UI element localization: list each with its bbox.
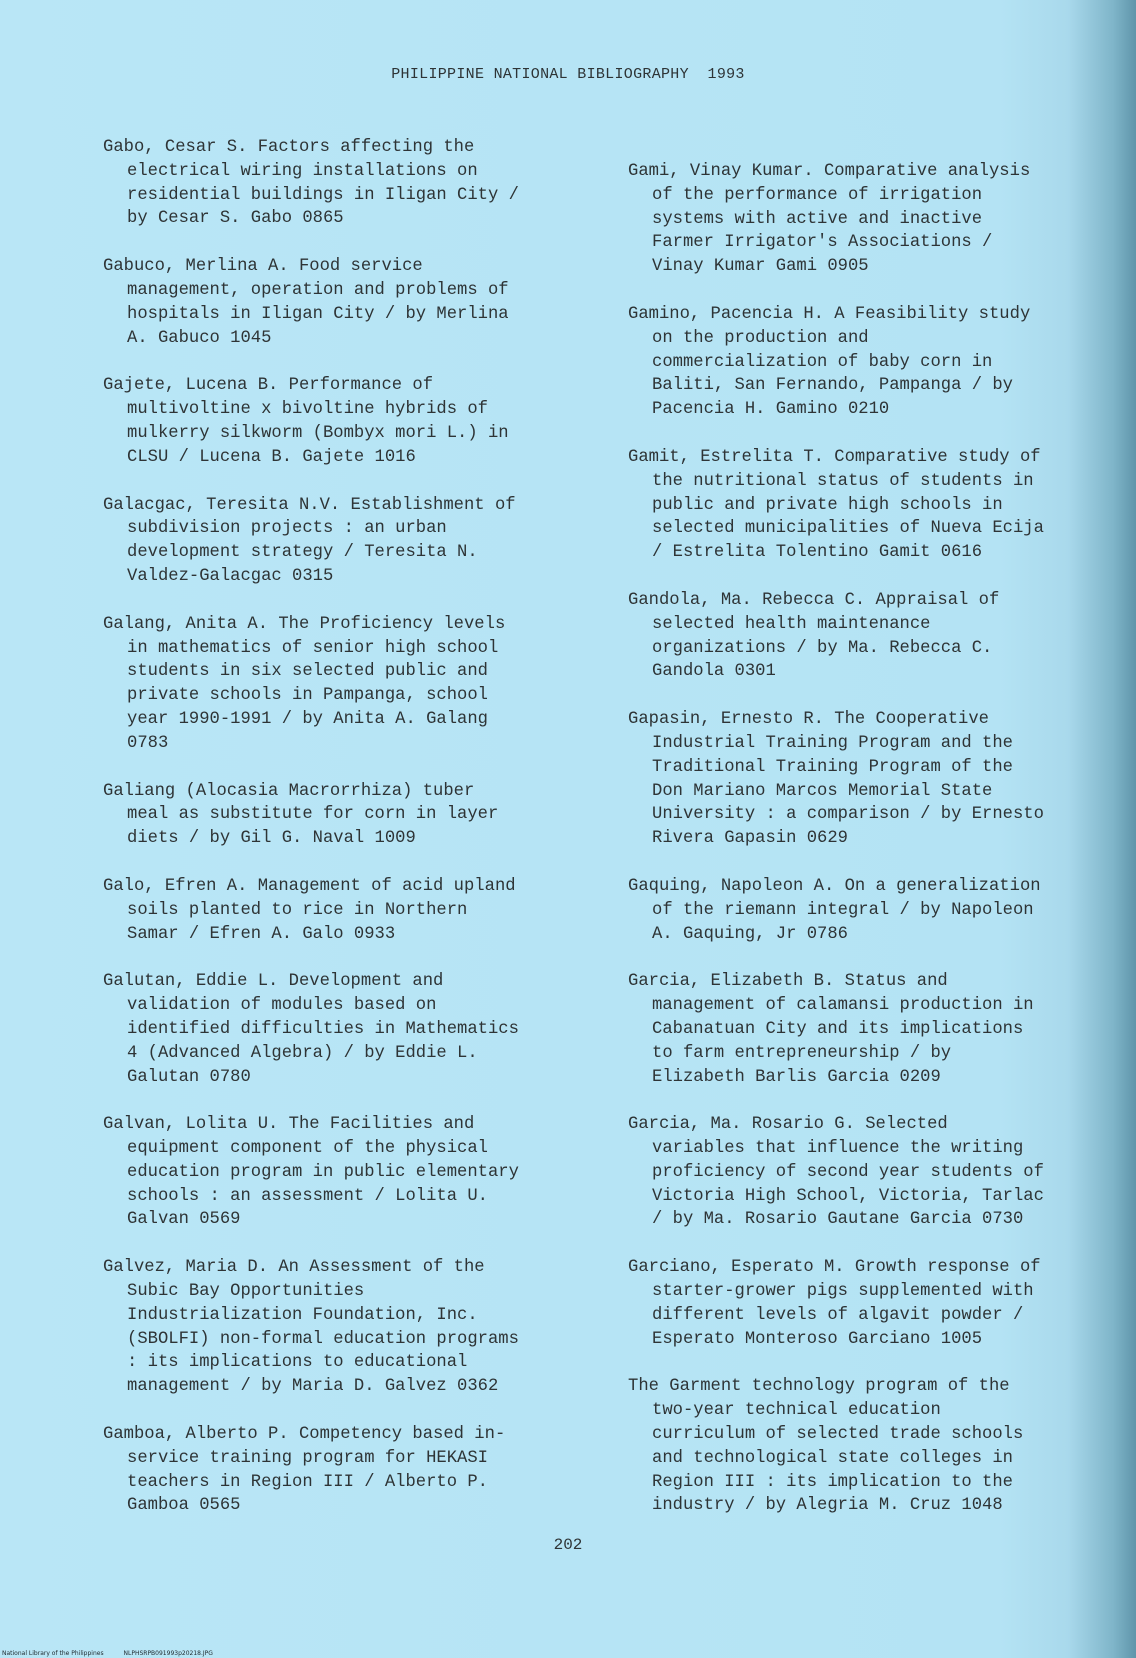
page-header bbox=[0, 66, 1136, 83]
bibliography-entry: Galvan, Lolita U. The Facilities and equipment component of the physical education program in public elementary schools : an assessment / Lolita U. Galvan 0569 bbox=[103, 1115, 519, 1230]
bibliography-entry: Gamit, Estrelita T. Comparative study of the nutritional status of students in public and private high schools in selected municipalities of Nueva Ecija / Estrelita Tolentino Gamit 0616 bbox=[628, 447, 1044, 563]
left-column bbox=[103, 136, 593, 1542]
bibliography-entry: Garcia, Ma. Rosario G. Selected variables that influence the writing proficiency of second year students of Victoria High School, Victoria, Tarlac / by Ma. Rosario Gautane Garcia 0730 bbox=[628, 1115, 1044, 1230]
header-title: PHILIPPINE NATIONAL BIBLIOGRAPHY bbox=[391, 66, 689, 83]
page-number: 202 bbox=[553, 1536, 583, 1554]
right-column bbox=[628, 160, 1118, 1542]
bibliography-entry: Gami, Vinay Kumar. Comparative analysis of the performance of irrigation systems with active and inactive Farmer Irrigator's Associations / Vinay Kumar Gami 0905 bbox=[628, 162, 1031, 277]
footer-library: National Library of the Philippines bbox=[2, 1650, 104, 1657]
header-year: 1993 bbox=[707, 66, 745, 83]
bibliography-entry: Garcia, Elizabeth B. Status and management of calamansi production in Cabanatuan City and its implications to farm entrepreneurship / by Elizabeth Barlis Garcia 0209 bbox=[628, 972, 1034, 1087]
bibliography-entry: Gabuco, Merlina A. Food service management, operation and problems of hospitals in Iligan City / by Merlina A. Gabuco 1045 bbox=[103, 257, 509, 348]
bibliography-entry: Gapasin, Ernesto R. The Cooperative Industrial Training Program and the Traditional Training Program of the Don Mariano Marcos Memorial State University : a comparison / by Ernesto Rivera Gapasin 0629 bbox=[628, 710, 1044, 849]
bibliography-entry: Gaquing, Napoleon A. On a generalization of the riemann integral / by Napoleon A. Gaquing, Jr 0786 bbox=[628, 876, 1041, 944]
bibliography-entry: Galacgac, Teresita N.V. Establishment of subdivision projects : an urban development strategy / Teresita N. Valdez-Galacgac 0315 bbox=[103, 495, 516, 586]
bibliography-entry: Gamboa, Alberto P. Competency based in- service training program for HEKASI teachers in Region III / Alberto P. Gamboa 0565 bbox=[103, 1425, 506, 1516]
bibliography-entry: Galang, Anita A. The Proficiency levels in mathematics of senior high school students in six selected public and private schools in Pampanga, school year 1990-1991 / by Anita A. Galang 0783 bbox=[103, 614, 506, 753]
bibliography-entry: The Garment technology program of the two-year technical education curriculum of selected trade schools and technological state colleges in Region III : its implication to the industry / by Alegria M. Cruz 1048 bbox=[628, 1377, 1024, 1516]
scan-footer bbox=[2, 1650, 231, 1657]
bibliography-entry: Galiang (Alocasia Macrorrhiza) tuber meal as substitute for corn in layer diets / by Gil G. Naval 1009 bbox=[103, 781, 499, 849]
bibliography-entry: Galutan, Eddie L. Development and validation of modules based on identified difficulties in Mathematics 4 (Advanced Algebra) / by Eddie L. Galutan 0780 bbox=[103, 972, 519, 1087]
bibliography-entry: Galo, Efren A. Management of acid upland soils planted to rice in Northern Samar / Efren A. Galo 0933 bbox=[103, 876, 516, 944]
footer-file: NLPHSRPB091993p20218.JPG bbox=[123, 1650, 213, 1657]
bibliography-entry: Garciano, Esperato M. Growth response of starter-grower pigs supplemented with different levels of algavit powder / Esperato Monteroso Garciano 1005 bbox=[628, 1258, 1041, 1349]
bibliography-entry: Galvez, Maria D. An Assessment of the Subic Bay Opportunities Industrialization Foundation, Inc. (SBOLFI) non-formal education programs : its implications to educational management / by Maria D. Galvez 0362 bbox=[103, 1258, 519, 1397]
bibliography-entry: Gajete, Lucena B. Performance of multivoltine x bivoltine hybrids of mulkerry silkworm (Bombyx mori L.) in CLSU / Lucena B. Gajete 1016 bbox=[103, 376, 509, 467]
bibliography-entry: Gamino, Pacencia H. A Feasibility study on the production and commercialization of baby corn in Baliti, San Fernando, Pampanga / by Pacencia H. Gamino 0210 bbox=[628, 304, 1031, 420]
bibliography-entry: Gandola, Ma. Rebecca C. Appraisal of selected health maintenance organizations / by Ma. Rebecca C. Gandola 0301 bbox=[628, 590, 1000, 682]
bibliography-entry: Gabo, Cesar S. Factors affecting the electrical wiring installations on residential buildings in Iligan City / by Cesar S. Gabo 0865 bbox=[103, 138, 519, 229]
